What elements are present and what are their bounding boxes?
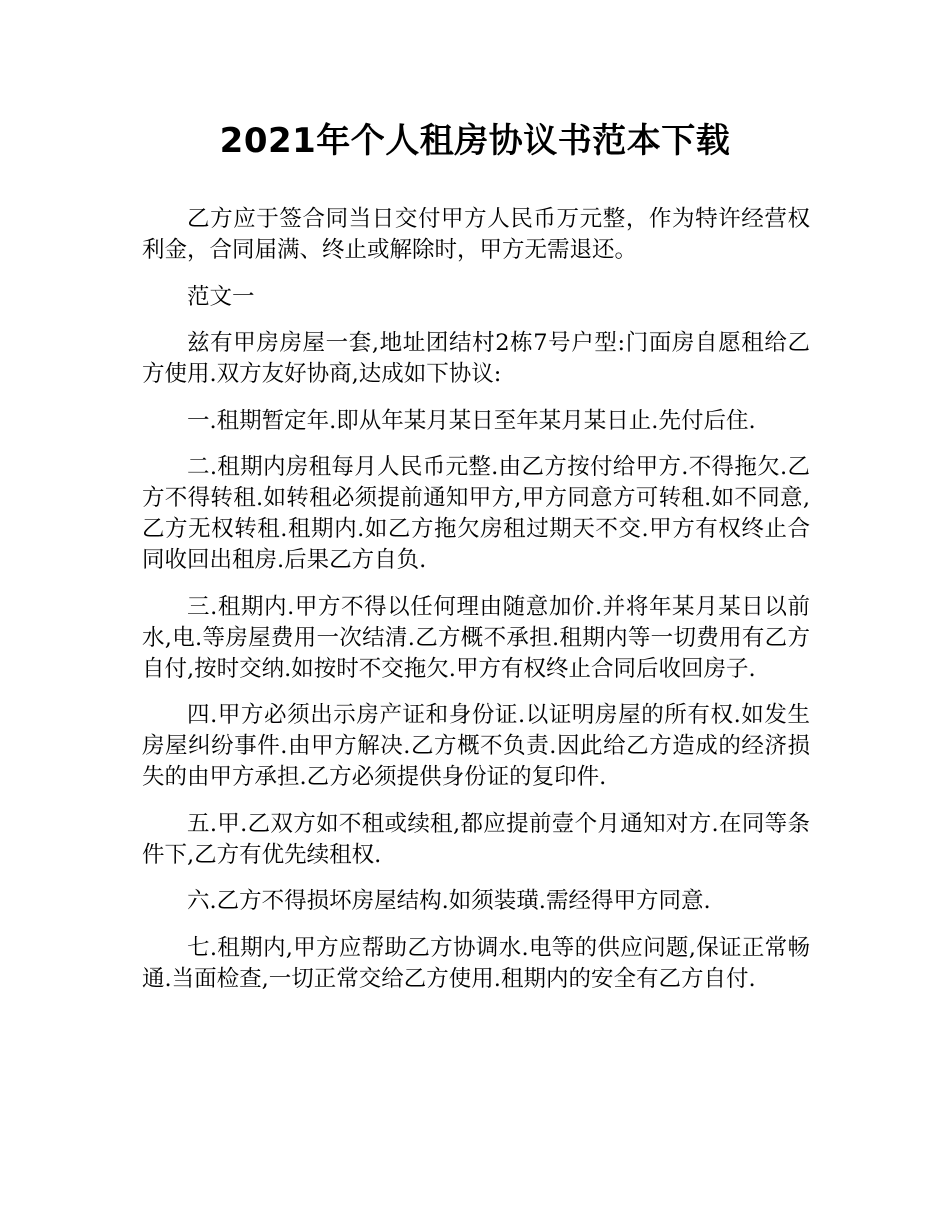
document-body	[142, 204, 810, 1010]
paragraph-sample-heading: 范文一	[187, 283, 255, 310]
paragraph-clause-7: 七.租期内,甲方应帮助乙方协调水.电等的供应问题,保证正常畅通.当面检查,一切正常交给乙方使用.租期内的安全有乙方自付.	[142, 934, 810, 992]
paragraph-clause-6: 六.乙方不得损坏房屋结构.如须装璜.需经得甲方同意.	[187, 888, 711, 914]
paragraph-clause-1: 一.租期暂定年.即从年某月某日至年某月某日止.先付后住.	[187, 407, 756, 434]
paragraph-intro: 兹有甲房房屋一套,地址团结村2栋7号户型:门面房自愿租给乙方使用.双方友好协商,达成如下协议:	[142, 330, 810, 387]
paragraph-clause-3: 三.租期内.甲方不得以任何理由随意加价.并将年某月某日以前水,电.等房屋费用一次结清.乙方概不承担.租期内等一切费用有乙方自付,按时交纳.如按时不交拖欠.甲方有权终止合同后收回房子.	[142, 593, 810, 682]
paragraph-franchise-fee: 乙方应于签合同当日交付甲方人民币万元整，作为特许经营权利金，合同届满、终止或解除时，甲方无需退还。	[142, 206, 810, 263]
document-title: 2021年个人租房协议书范本下载	[219, 121, 731, 161]
paragraph-clause-4: 四.甲方必须出示房产证和身份证.以证明房屋的所有权.如发生房屋纠纷事件.由甲方解决.乙方概不负责.因此给乙方造成的经济损失的由甲方承担.乙方必须提供身份证的复印件.	[142, 702, 810, 790]
paragraph-clause-2: 二.租期内房租每月人民币元整.由乙方按付给甲方.不得拖欠.乙方不得转租.如转租必须提前通知甲方,甲方同意方可转租.如不同意,乙方无权转租.租期内.如乙方拖欠房租过期天不交.甲方有权终止合同收回出租房.后果乙方自负.	[142, 454, 810, 573]
paragraph-clause-5: 五.甲.乙双方如不租或续租,都应提前壹个月通知对方.在同等条件下,乙方有优先续租权.	[142, 810, 810, 868]
